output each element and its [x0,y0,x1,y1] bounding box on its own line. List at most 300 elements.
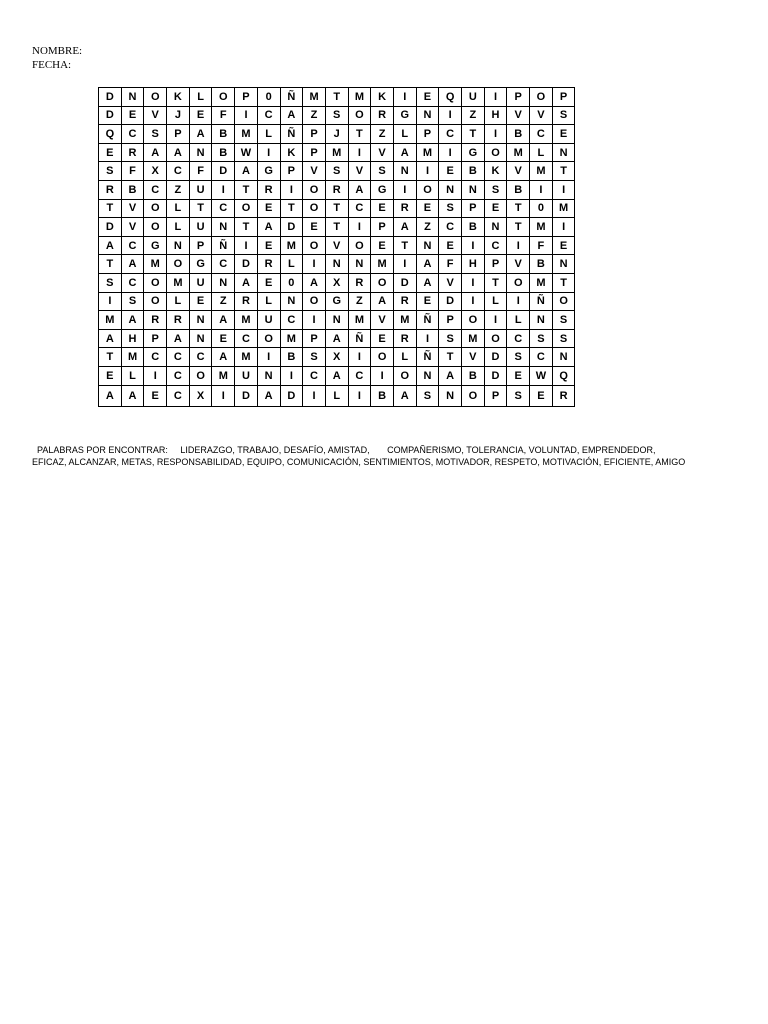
grid-cell[interactable]: C [167,385,190,406]
grid-cell[interactable]: T [439,348,462,367]
grid-cell[interactable]: V [371,311,394,330]
grid-cell[interactable]: P [416,125,439,144]
grid-cell[interactable]: N [348,255,371,274]
grid-cell[interactable]: R [325,180,348,199]
grid-cell[interactable]: E [416,88,439,107]
grid-cell[interactable]: A [439,366,462,385]
grid-cell[interactable]: O [144,292,167,311]
grid-cell[interactable]: G [189,255,212,274]
grid-cell[interactable]: R [144,311,167,330]
grid-cell[interactable]: V [303,162,326,181]
grid-cell[interactable]: N [393,162,416,181]
grid-cell[interactable]: I [235,236,258,255]
grid-cell[interactable]: S [371,162,394,181]
grid-cell[interactable]: N [416,106,439,125]
grid-cell[interactable]: C [280,311,303,330]
grid-cell[interactable]: X [325,273,348,292]
grid-cell[interactable]: K [484,162,507,181]
grid-cell[interactable]: U [189,218,212,237]
grid-cell[interactable]: A [144,143,167,162]
grid-cell[interactable]: B [462,162,485,181]
grid-cell[interactable]: Z [371,125,394,144]
grid-cell[interactable]: D [439,292,462,311]
grid-cell[interactable]: C [167,348,190,367]
grid-cell[interactable]: L [257,125,280,144]
grid-cell[interactable]: N [212,273,235,292]
grid-cell[interactable]: V [121,218,144,237]
grid-cell[interactable]: M [348,311,371,330]
grid-cell[interactable]: N [189,143,212,162]
grid-cell[interactable]: D [99,88,122,107]
grid-cell[interactable]: U [189,180,212,199]
grid-cell[interactable]: M [235,311,258,330]
grid-cell[interactable]: N [189,311,212,330]
grid-cell[interactable]: G [144,236,167,255]
grid-cell[interactable]: N [257,366,280,385]
grid-cell[interactable]: U [189,273,212,292]
grid-cell[interactable]: M [280,329,303,348]
grid-cell[interactable]: R [393,329,416,348]
grid-cell[interactable]: O [303,199,326,218]
grid-cell[interactable]: A [416,273,439,292]
grid-cell[interactable]: R [167,311,190,330]
grid-cell[interactable]: T [484,273,507,292]
grid-cell[interactable]: M [235,348,258,367]
grid-cell[interactable]: P [484,255,507,274]
grid-cell[interactable]: C [348,366,371,385]
grid-cell[interactable]: D [235,255,258,274]
grid-cell[interactable]: B [371,385,394,406]
grid-cell[interactable]: L [167,199,190,218]
grid-cell[interactable]: V [507,255,530,274]
grid-cell[interactable]: R [552,385,575,406]
grid-cell[interactable]: M [303,88,326,107]
grid-cell[interactable]: A [325,329,348,348]
grid-cell[interactable]: C [507,329,530,348]
grid-cell[interactable]: Ñ [212,236,235,255]
grid-cell[interactable]: I [416,162,439,181]
grid-cell[interactable]: M [280,236,303,255]
grid-cell[interactable]: C [212,255,235,274]
grid-cell[interactable]: D [484,366,507,385]
grid-cell[interactable]: S [552,311,575,330]
grid-cell[interactable]: V [507,162,530,181]
grid-cell[interactable]: I [552,180,575,199]
grid-cell[interactable]: C [439,125,462,144]
grid-cell[interactable]: M [416,143,439,162]
grid-cell[interactable]: A [121,255,144,274]
grid-cell[interactable]: A [303,273,326,292]
grid-cell[interactable]: L [325,385,348,406]
grid-cell[interactable]: I [371,366,394,385]
grid-cell[interactable]: R [393,292,416,311]
grid-cell[interactable]: O [462,311,485,330]
grid-cell[interactable]: O [530,88,553,107]
grid-cell[interactable]: C [530,125,553,144]
grid-cell[interactable]: E [257,273,280,292]
grid-cell[interactable]: K [167,88,190,107]
grid-cell[interactable]: L [507,311,530,330]
grid-cell[interactable]: V [121,199,144,218]
grid-cell[interactable]: O [371,273,394,292]
grid-cell[interactable]: I [439,143,462,162]
grid-cell[interactable]: P [235,88,258,107]
grid-cell[interactable]: A [212,311,235,330]
grid-cell[interactable]: B [462,218,485,237]
grid-cell[interactable]: M [530,162,553,181]
grid-cell[interactable]: O [235,199,258,218]
grid-cell[interactable]: Ñ [416,348,439,367]
grid-cell[interactable]: S [325,162,348,181]
grid-cell[interactable]: N [212,218,235,237]
grid-cell[interactable]: I [348,385,371,406]
grid-cell[interactable]: S [303,348,326,367]
grid-cell[interactable]: V [371,143,394,162]
grid-cell[interactable]: O [552,292,575,311]
grid-cell[interactable]: I [99,292,122,311]
grid-cell[interactable]: N [416,236,439,255]
grid-cell[interactable]: M [393,311,416,330]
grid-cell[interactable]: H [484,106,507,125]
grid-cell[interactable]: R [257,255,280,274]
grid-cell[interactable]: M [530,273,553,292]
grid-cell[interactable]: I [144,366,167,385]
grid-cell[interactable]: C [439,218,462,237]
grid-cell[interactable]: I [393,255,416,274]
grid-cell[interactable]: O [144,88,167,107]
grid-cell[interactable]: A [393,143,416,162]
grid-cell[interactable]: C [484,236,507,255]
grid-cell[interactable]: T [99,348,122,367]
grid-cell[interactable]: A [212,348,235,367]
grid-cell[interactable]: S [552,329,575,348]
grid-cell[interactable]: T [325,88,348,107]
grid-cell[interactable]: R [121,143,144,162]
grid-cell[interactable]: M [235,125,258,144]
grid-cell[interactable]: N [439,180,462,199]
grid-cell[interactable]: A [235,162,258,181]
grid-cell[interactable]: P [439,311,462,330]
grid-cell[interactable]: A [121,385,144,406]
grid-cell[interactable]: M [99,311,122,330]
grid-cell[interactable]: R [235,292,258,311]
grid-cell[interactable]: P [189,236,212,255]
grid-cell[interactable]: B [507,125,530,144]
grid-cell[interactable]: C [530,348,553,367]
grid-cell[interactable]: T [325,218,348,237]
grid-cell[interactable]: S [530,329,553,348]
grid-cell[interactable]: C [167,162,190,181]
grid-cell[interactable]: Z [348,292,371,311]
grid-cell[interactable]: G [325,292,348,311]
grid-cell[interactable]: E [371,236,394,255]
grid-cell[interactable]: O [257,329,280,348]
grid-cell[interactable]: W [530,366,553,385]
grid-cell[interactable]: E [144,385,167,406]
grid-cell[interactable]: X [144,162,167,181]
grid-cell[interactable]: T [393,236,416,255]
grid-cell[interactable]: C [235,329,258,348]
grid-cell[interactable]: T [99,199,122,218]
grid-cell[interactable]: B [212,143,235,162]
grid-cell[interactable]: T [552,273,575,292]
grid-cell[interactable]: P [144,329,167,348]
grid-cell[interactable]: 0 [530,199,553,218]
grid-cell[interactable]: Ñ [530,292,553,311]
grid-cell[interactable]: O [462,385,485,406]
grid-cell[interactable]: U [235,366,258,385]
grid-cell[interactable]: R [257,180,280,199]
grid-cell[interactable]: R [99,180,122,199]
grid-cell[interactable]: O [189,366,212,385]
grid-cell[interactable]: N [552,143,575,162]
grid-cell[interactable]: V [439,273,462,292]
grid-cell[interactable]: N [416,366,439,385]
grid-cell[interactable]: S [325,106,348,125]
grid-cell[interactable]: B [121,180,144,199]
grid-cell[interactable]: O [303,180,326,199]
grid-cell[interactable]: L [167,218,190,237]
grid-cell[interactable]: W [235,143,258,162]
grid-cell[interactable]: E [416,292,439,311]
grid-cell[interactable]: P [303,329,326,348]
grid-cell[interactable]: A [257,385,280,406]
grid-cell[interactable]: I [303,385,326,406]
grid-cell[interactable]: N [439,385,462,406]
grid-cell[interactable]: Q [552,366,575,385]
grid-cell[interactable]: Ñ [280,88,303,107]
grid-cell[interactable]: E [189,292,212,311]
grid-cell[interactable]: A [371,292,394,311]
grid-cell[interactable]: M [552,199,575,218]
grid-cell[interactable]: V [462,348,485,367]
grid-cell[interactable]: P [280,162,303,181]
grid-cell[interactable]: A [235,273,258,292]
grid-cell[interactable]: U [257,311,280,330]
grid-cell[interactable]: I [348,348,371,367]
grid-cell[interactable]: I [462,273,485,292]
grid-cell[interactable]: E [416,199,439,218]
grid-cell[interactable]: O [484,329,507,348]
grid-cell[interactable]: L [393,125,416,144]
grid-cell[interactable]: A [99,385,122,406]
grid-cell[interactable]: T [189,199,212,218]
grid-cell[interactable]: S [99,162,122,181]
grid-cell[interactable]: D [280,218,303,237]
grid-cell[interactable]: M [348,88,371,107]
grid-cell[interactable]: M [530,218,553,237]
grid-cell[interactable]: T [280,199,303,218]
grid-cell[interactable]: O [167,255,190,274]
grid-cell[interactable]: L [257,292,280,311]
grid-cell[interactable]: M [212,366,235,385]
grid-cell[interactable]: P [303,143,326,162]
grid-cell[interactable]: 0 [257,88,280,107]
grid-cell[interactable]: O [371,348,394,367]
grid-cell[interactable]: A [325,366,348,385]
grid-cell[interactable]: Q [99,125,122,144]
grid-cell[interactable]: I [348,218,371,237]
grid-cell[interactable]: P [507,88,530,107]
grid-cell[interactable]: I [462,236,485,255]
grid-cell[interactable]: S [507,385,530,406]
grid-cell[interactable]: S [144,125,167,144]
grid-cell[interactable]: X [325,348,348,367]
grid-cell[interactable]: E [99,143,122,162]
grid-cell[interactable]: E [439,162,462,181]
grid-cell[interactable]: L [167,292,190,311]
grid-cell[interactable]: M [462,329,485,348]
grid-cell[interactable]: C [144,348,167,367]
grid-cell[interactable]: I [462,292,485,311]
grid-cell[interactable]: O [144,273,167,292]
grid-cell[interactable]: C [257,106,280,125]
grid-cell[interactable]: 0 [280,273,303,292]
grid-cell[interactable]: I [530,180,553,199]
grid-cell[interactable]: I [303,255,326,274]
grid-cell[interactable]: V [144,106,167,125]
grid-cell[interactable]: C [189,348,212,367]
grid-cell[interactable]: C [212,199,235,218]
grid-cell[interactable]: T [507,199,530,218]
grid-cell[interactable]: O [484,143,507,162]
grid-cell[interactable]: B [462,366,485,385]
grid-cell[interactable]: M [167,273,190,292]
grid-cell[interactable]: Z [167,180,190,199]
grid-cell[interactable]: E [257,236,280,255]
grid-cell[interactable]: D [212,162,235,181]
grid-cell[interactable]: S [507,348,530,367]
grid-cell[interactable]: M [507,143,530,162]
grid-cell[interactable]: V [348,162,371,181]
grid-cell[interactable]: N [121,88,144,107]
grid-cell[interactable]: A [416,255,439,274]
grid-cell[interactable]: E [439,236,462,255]
grid-cell[interactable]: A [393,385,416,406]
grid-cell[interactable]: A [189,125,212,144]
grid-cell[interactable]: K [371,88,394,107]
grid-cell[interactable]: D [99,106,122,125]
grid-cell[interactable]: N [325,255,348,274]
grid-cell[interactable]: Ñ [280,125,303,144]
grid-cell[interactable]: B [280,348,303,367]
grid-cell[interactable]: G [462,143,485,162]
grid-cell[interactable]: P [552,88,575,107]
grid-cell[interactable]: N [484,218,507,237]
grid-cell[interactable]: Z [462,106,485,125]
grid-cell[interactable]: T [348,125,371,144]
grid-cell[interactable]: O [303,236,326,255]
grid-cell[interactable]: B [212,125,235,144]
grid-cell[interactable]: M [325,143,348,162]
grid-cell[interactable]: D [393,273,416,292]
grid-cell[interactable]: N [167,236,190,255]
grid-cell[interactable]: D [484,348,507,367]
grid-cell[interactable]: C [121,236,144,255]
grid-cell[interactable]: T [325,199,348,218]
grid-cell[interactable]: O [348,106,371,125]
grid-cell[interactable]: G [371,180,394,199]
grid-cell[interactable]: B [530,255,553,274]
grid-cell[interactable]: V [325,236,348,255]
grid-cell[interactable]: T [462,125,485,144]
grid-cell[interactable]: V [530,106,553,125]
grid-cell[interactable]: A [167,143,190,162]
grid-cell[interactable]: E [484,199,507,218]
grid-cell[interactable]: I [416,329,439,348]
grid-cell[interactable]: I [235,106,258,125]
grid-cell[interactable]: F [530,236,553,255]
grid-cell[interactable]: H [121,329,144,348]
grid-cell[interactable]: I [552,218,575,237]
grid-cell[interactable]: P [484,385,507,406]
grid-cell[interactable]: S [439,199,462,218]
grid-cell[interactable]: I [212,180,235,199]
grid-cell[interactable]: L [530,143,553,162]
grid-cell[interactable]: T [235,180,258,199]
grid-cell[interactable]: P [462,199,485,218]
grid-cell[interactable]: A [348,180,371,199]
grid-cell[interactable]: C [348,199,371,218]
grid-cell[interactable]: O [303,292,326,311]
grid-cell[interactable]: I [484,125,507,144]
grid-cell[interactable]: T [235,218,258,237]
grid-cell[interactable]: Q [439,88,462,107]
grid-cell[interactable]: N [552,348,575,367]
grid-cell[interactable]: O [393,366,416,385]
grid-cell[interactable]: E [99,366,122,385]
grid-cell[interactable]: E [371,199,394,218]
grid-cell[interactable]: E [257,199,280,218]
grid-cell[interactable]: S [416,385,439,406]
grid-cell[interactable]: A [257,218,280,237]
grid-cell[interactable]: E [212,329,235,348]
grid-cell[interactable]: I [280,180,303,199]
grid-cell[interactable]: F [189,162,212,181]
grid-cell[interactable]: H [462,255,485,274]
grid-cell[interactable]: L [393,348,416,367]
grid-cell[interactable]: A [167,329,190,348]
grid-cell[interactable]: I [484,88,507,107]
grid-cell[interactable]: T [99,255,122,274]
grid-cell[interactable]: C [167,366,190,385]
grid-cell[interactable]: L [280,255,303,274]
grid-cell[interactable]: I [393,88,416,107]
grid-cell[interactable]: O [144,218,167,237]
grid-cell[interactable]: E [552,236,575,255]
grid-cell[interactable]: D [280,385,303,406]
grid-cell[interactable]: R [371,106,394,125]
grid-cell[interactable]: I [303,311,326,330]
grid-cell[interactable]: U [462,88,485,107]
grid-cell[interactable]: Z [303,106,326,125]
grid-cell[interactable]: O [416,180,439,199]
grid-cell[interactable]: C [121,273,144,292]
grid-cell[interactable]: Z [212,292,235,311]
grid-cell[interactable]: Ñ [348,329,371,348]
grid-cell[interactable]: M [144,255,167,274]
grid-cell[interactable]: I [348,143,371,162]
grid-cell[interactable]: S [439,329,462,348]
grid-cell[interactable]: P [371,218,394,237]
grid-cell[interactable]: A [99,236,122,255]
grid-cell[interactable]: B [507,180,530,199]
grid-cell[interactable]: N [325,311,348,330]
grid-cell[interactable]: R [393,199,416,218]
grid-cell[interactable]: O [144,199,167,218]
grid-cell[interactable]: I [507,236,530,255]
grid-cell[interactable]: C [144,180,167,199]
